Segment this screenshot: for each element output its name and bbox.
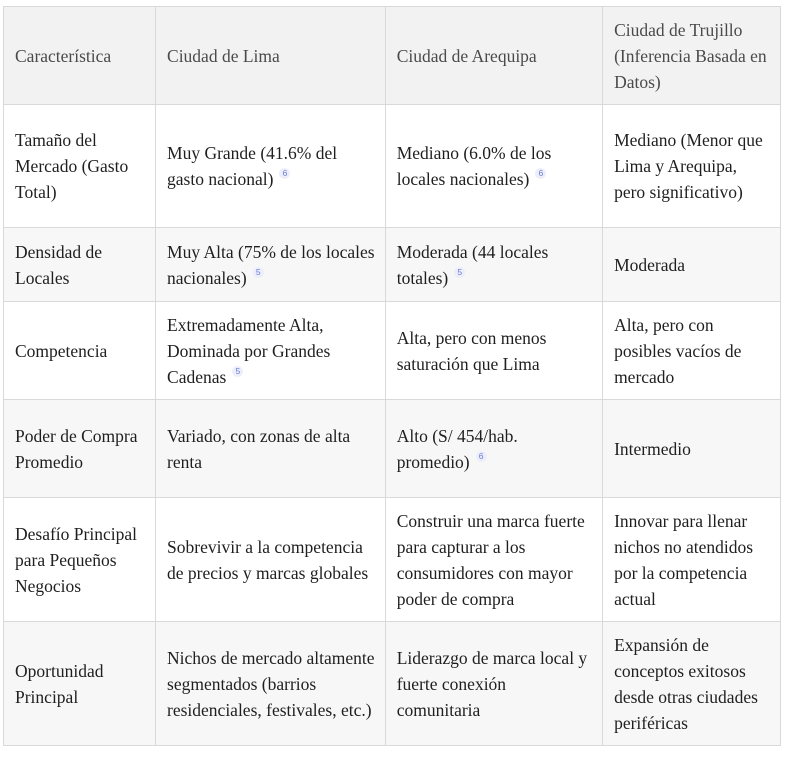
cell-text: Oportunidad Principal <box>15 660 104 707</box>
cell-text: Alta, pero con menos saturación que Lima <box>396 327 547 374</box>
cell-text: Poder de Compra Promedio <box>15 425 138 472</box>
cell-text: Muy Alta (75% de los locales nacionales) <box>167 241 375 288</box>
cell-text: Densidad de Locales <box>15 241 102 288</box>
cell-caracteristica <box>4 400 156 498</box>
cell-text: Mediano (Menor que Lima y Arequipa, pero significativo) <box>614 130 763 202</box>
cell-text: Variado, con zonas de alta renta <box>167 425 351 472</box>
cell-trujillo <box>603 105 781 228</box>
cell-text: Extremadamente Alta, Dominada por Grandes Cadenas <box>167 314 331 387</box>
header-arequipa: Ciudad de Arequipa <box>385 7 602 105</box>
cell-text: Expansión de conceptos exitosos desde otras ciudades periféricas <box>614 634 758 733</box>
cell-text: Innovar para llenar nichos no atendidos por la competencia actual <box>614 510 754 609</box>
table-body <box>4 105 781 746</box>
citation-badge[interactable]: 5 <box>232 366 243 377</box>
cell-text: Mediano (6.0% de los locales nacionales) <box>396 143 552 189</box>
table-row <box>4 498 781 622</box>
cell-text: Competencia <box>15 340 108 361</box>
cell-text: Tamaño del Mercado (Gasto Total) <box>15 130 129 202</box>
cell-text: Liderazgo de marca local y fuerte conexión comunitaria <box>396 647 588 720</box>
table-header <box>4 7 781 105</box>
cell-text: Sobrevivir a la competencia de precios y marcas globales <box>167 536 369 583</box>
citation-badge[interactable]: 5 <box>454 267 465 278</box>
cell-caracteristica <box>4 228 156 302</box>
header-row <box>4 7 781 105</box>
cell-caracteristica <box>4 105 156 228</box>
cell-caracteristica <box>4 302 156 400</box>
table-row <box>4 400 781 498</box>
table-row <box>4 228 781 302</box>
cell-text: Moderada (44 locales totales) <box>396 241 549 288</box>
cell-trujillo <box>603 498 781 622</box>
cell-caracteristica <box>4 498 156 622</box>
header-caracteristica: Característica <box>4 7 156 105</box>
cell-lima <box>156 105 386 228</box>
cell-text: Nichos de mercado altamente segmentados (barrios residenciales, festivales, etc.) <box>167 647 375 720</box>
cell-text: Construir una marca fuerte para capturar a los consumidores con mayor poder de compra <box>396 510 585 609</box>
comparison-table-container <box>3 6 781 746</box>
cell-text: Alto (S/ 454/hab. promedio) <box>396 425 518 472</box>
cell-text: Muy Grande (41.6% del gasto nacional) <box>167 143 338 189</box>
cell-trujillo <box>603 302 781 400</box>
cell-arequipa <box>385 228 602 302</box>
table-row <box>4 622 781 746</box>
table-row <box>4 105 781 228</box>
cell-lima <box>156 302 386 400</box>
cell-lima <box>156 622 386 746</box>
citation-badge[interactable]: 6 <box>279 168 290 179</box>
cell-lima <box>156 400 386 498</box>
cell-trujillo <box>603 622 781 746</box>
cell-text: Intermedio <box>614 438 691 459</box>
city-comparison-table <box>3 6 781 746</box>
citation-badge[interactable]: 6 <box>535 168 546 179</box>
cell-arequipa <box>385 105 602 228</box>
cell-arequipa <box>385 622 602 746</box>
cell-lima <box>156 228 386 302</box>
cell-caracteristica <box>4 622 156 746</box>
cell-arequipa <box>385 400 602 498</box>
cell-text: Alta, pero con posibles vacíos de mercado <box>614 314 742 387</box>
cell-trujillo <box>603 400 781 498</box>
header-trujillo: Ciudad de Trujillo (Inferencia Basada en Datos) <box>603 7 781 105</box>
table-row <box>4 302 781 400</box>
cell-arequipa <box>385 498 602 622</box>
cell-trujillo <box>603 228 781 302</box>
cell-text: Moderada <box>614 254 686 275</box>
cell-arequipa <box>385 302 602 400</box>
header-lima: Ciudad de Lima <box>156 7 386 105</box>
cell-lima <box>156 498 386 622</box>
citation-badge[interactable]: 6 <box>476 451 487 462</box>
cell-text: Desafío Principal para Pequeños Negocios <box>15 523 137 596</box>
citation-badge[interactable]: 5 <box>253 267 264 278</box>
